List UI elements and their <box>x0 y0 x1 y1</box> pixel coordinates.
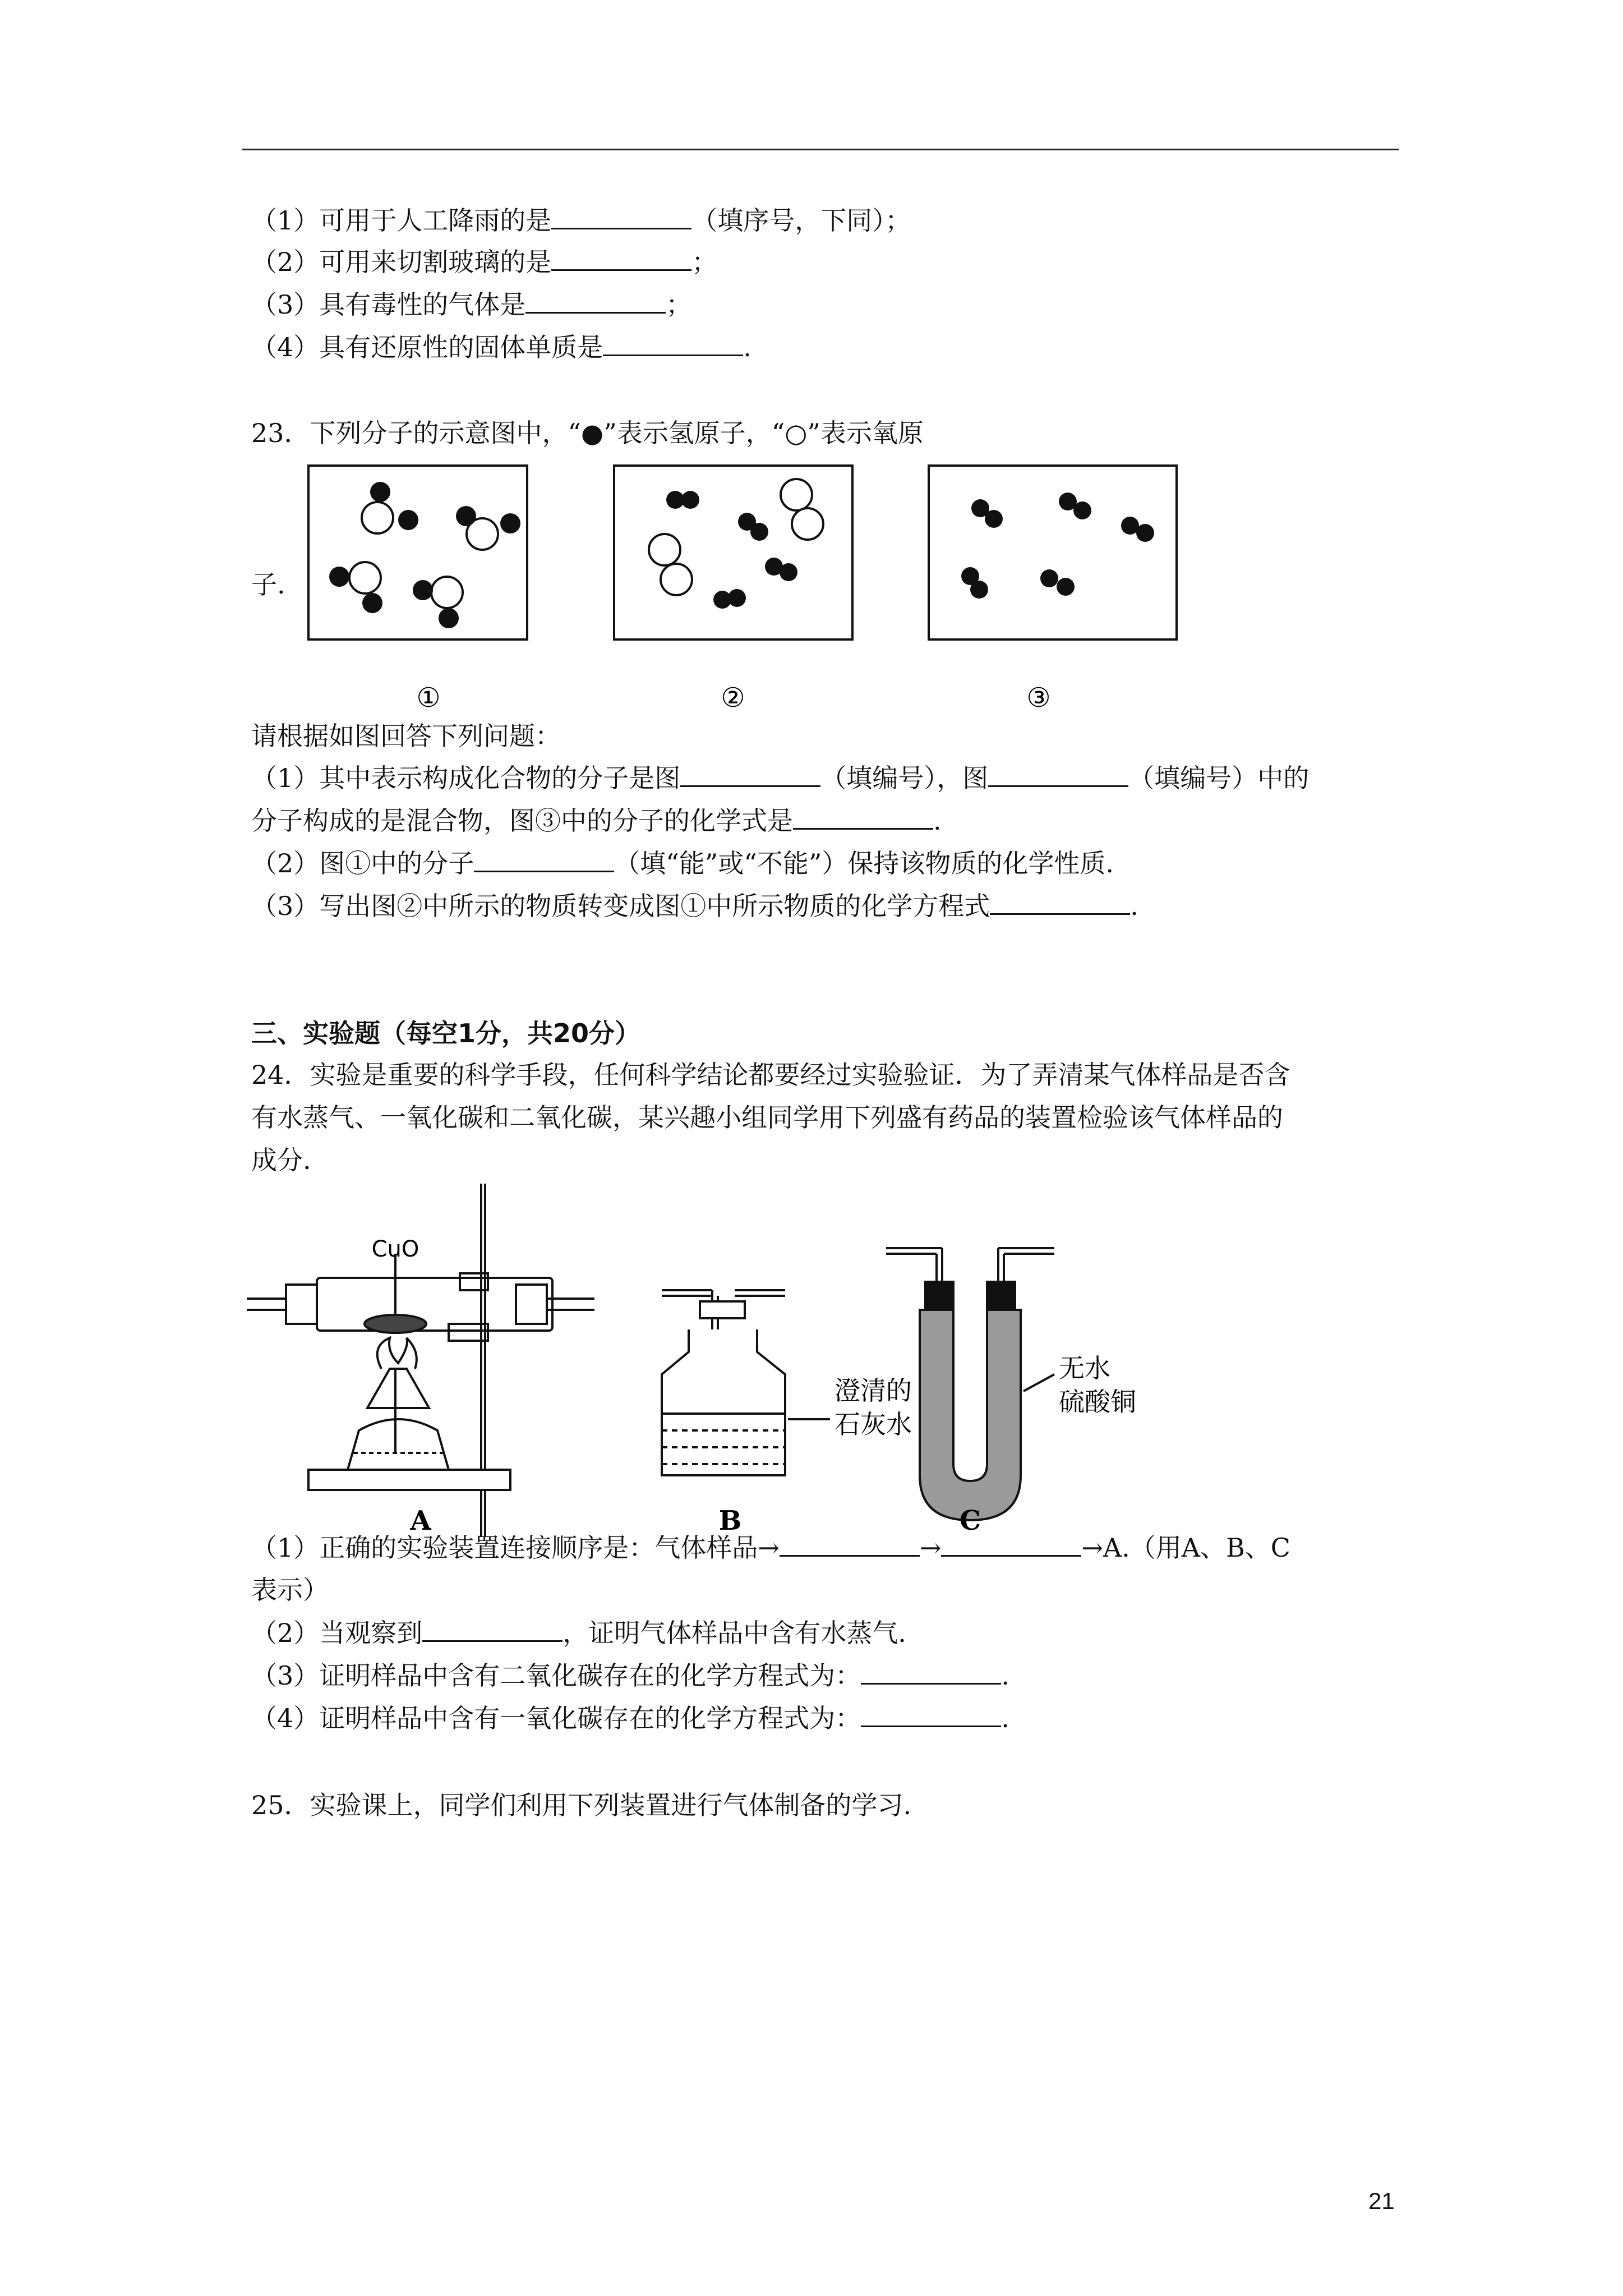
flame <box>377 1338 417 1369</box>
alcohol-lamp <box>348 1419 449 1470</box>
u-tube <box>920 1310 1021 1520</box>
apparatus-a-label: A <box>410 1505 431 1536</box>
cuso4-label-2: 硫酸铜 <box>1059 1387 1136 1417</box>
hydrogen-molecule <box>666 491 699 509</box>
q23-sub-1-cont: 分子构成的是混合物，图③中的分子的化学式是 . <box>251 803 942 838</box>
header-rule <box>242 149 1399 150</box>
molecule-box-3 <box>929 466 1177 639</box>
burner-neck <box>367 1369 429 1408</box>
q23-ask: 请根据如图回答下列问题： <box>251 721 561 751</box>
water-molecule <box>414 577 463 627</box>
q23-intro-tail: 子. <box>251 569 285 600</box>
q25-text: 25．实验课上，同学们利用下列装置进行气体制备的学习. <box>251 1790 912 1820</box>
box-label-3: ③ <box>1026 682 1051 714</box>
apparatus-c-label: C <box>959 1505 981 1536</box>
water-molecule <box>362 483 417 533</box>
q24-para-1: 24．实验是重要的科学手段，任何科学结论都要经过实验验证．为了弄清某气体样品是否含 <box>251 1060 1290 1090</box>
q24-sub-4: （4）证明样品中含有一氧化碳存在的化学方程式为： . <box>251 1701 1009 1735</box>
q24-sub-2: （2）当观察到 ，证明气体样品中含有水蒸气. <box>251 1616 906 1650</box>
apparatus-figure <box>247 1184 1211 1537</box>
oxygen-molecule <box>781 479 823 540</box>
q24-sub-1: （1）正确的实验装置连接顺序是：气体样品→ → →A.（用A、B、C <box>251 1530 1290 1565</box>
bottle-stopper <box>700 1301 745 1318</box>
hydrogen-molecule <box>765 558 797 581</box>
limewater-label-1: 澄清的 <box>834 1375 912 1406</box>
water-molecule <box>457 507 519 550</box>
limewater-label-2: 石灰水 <box>834 1409 912 1439</box>
u-tube-stopper-left <box>925 1282 953 1309</box>
hydrogen-molecule <box>1121 517 1154 542</box>
cuo-label: CuO <box>371 1236 419 1262</box>
section-heading: 三、实验题（每空1分，共20分） <box>251 1018 641 1048</box>
u-tube-stopper-right <box>987 1282 1015 1309</box>
q24-sub-1-cont: 表示） <box>251 1575 329 1605</box>
apparatus-b-label: B <box>718 1505 742 1536</box>
hydrogen-molecule <box>971 499 1003 528</box>
water-molecule <box>330 562 381 612</box>
q22-line-4: （4）具有还原性的固体单质是 . <box>251 330 751 364</box>
stand-base <box>308 1470 510 1490</box>
q24-sub-3: （3）证明样品中含有二氧化碳存在的化学方程式为： . <box>251 1658 1009 1692</box>
tube-stopper-right <box>516 1285 547 1324</box>
label-pointer-c <box>1023 1374 1054 1391</box>
hydrogen-molecule <box>961 567 988 599</box>
q22-line-2: （2）可用来切割玻璃的是 ； <box>251 245 717 279</box>
q23-sub-2: （2）图①中的分子 （填“能”或“不能”）保持该物质的化学性质. <box>251 846 1114 880</box>
oxygen-molecule <box>649 534 692 595</box>
clamp <box>460 1273 488 1290</box>
wash-bottle <box>662 1329 785 1475</box>
q23-sub-1: （1）其中表示构成化合物的分子是图 （填编号），图 （填编号）中的 <box>251 761 1309 795</box>
q24-para-3: 成分. <box>251 1145 311 1175</box>
hydrogen-molecule <box>1040 569 1075 596</box>
page-number: 21 <box>1368 2188 1395 2214</box>
molecule-box-1 <box>308 466 527 639</box>
cuo-powder <box>365 1315 426 1333</box>
q22-line-3: （3）具有毒性的气体是 ； <box>251 287 691 321</box>
hydrogen-molecule <box>1059 493 1091 519</box>
box-label-1: ① <box>416 682 441 714</box>
hydrogen-molecule <box>713 589 746 609</box>
q24-para-2: 有水蒸气、一氧化碳和二氧化碳，某兴趣小组同学用下列盛有药品的装置检验该气体样品的 <box>251 1102 1283 1133</box>
q23-sub-3: （3）写出图②中所示的物质转变成图①中所示物质的化学方程式 . <box>251 889 1138 923</box>
cuso4-label-1: 无水 <box>1059 1353 1110 1383</box>
hydrogen-molecule <box>738 513 768 541</box>
box-label-2: ② <box>721 682 745 714</box>
tube-stopper-left <box>286 1285 317 1324</box>
q23-intro: 23．下列分子的示意图中，“●”表示氢原子，“○”表示氧原 <box>251 418 924 448</box>
q22-line-1: （1）可用于人工降雨的是 （填序号，下同）； <box>251 203 911 237</box>
molecule-figure <box>303 460 1189 718</box>
